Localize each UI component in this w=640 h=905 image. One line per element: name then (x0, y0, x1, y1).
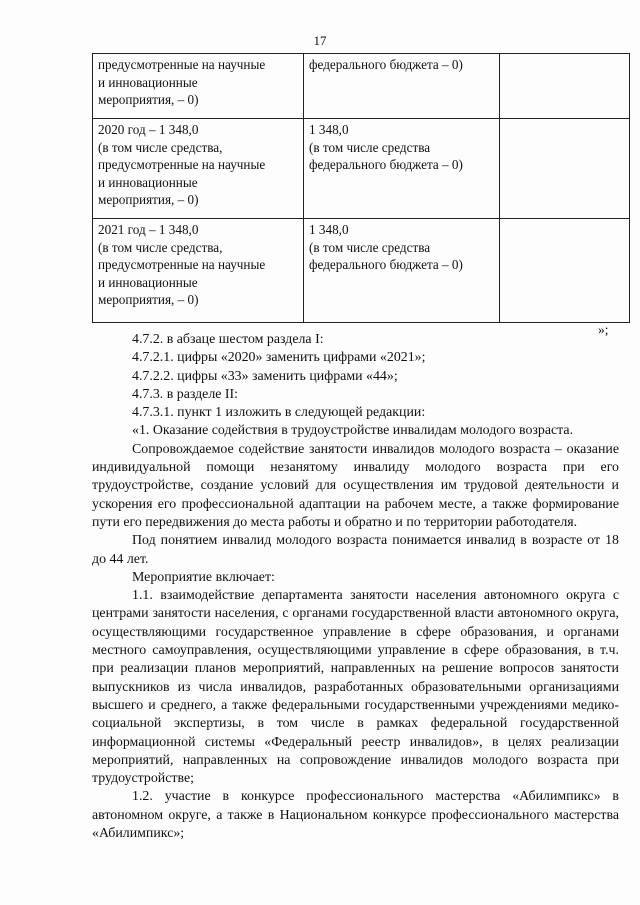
body-text (92, 331, 619, 843)
budget-table (92, 53, 630, 323)
page-number: 17 (313, 33, 327, 48)
cell-line: федерального бюджета – 0) (309, 57, 463, 72)
cell-line: федерального бюджета – 0) (309, 257, 463, 272)
cell-line: предусмотренные на научные (98, 257, 266, 272)
table-cell (304, 54, 500, 119)
cell-line: (в том числе средства, (98, 139, 223, 155)
cell-line: и инновационные (98, 174, 198, 190)
cell-line: 2021 год – 1 348,0 (98, 222, 199, 237)
paragraph: Сопровождаемое содействие занятости инвалидов молодого возраста – оказание индивидуальной помощи незанятому инвалиду молодого возраста при его трудоустройстве, создание условий для осуществления им трудовой деятельности и ускорения его профессиональной адаптации на рабочем месте, а также формирование пути его передвижения до места работы и обратно и по территории работодателя. (92, 441, 619, 530)
paragraph: 4.7.2.2. цифры «33» заменить цифрами «44»; (132, 368, 398, 384)
cell-line: мероприятия, – 0) (98, 292, 199, 307)
table-row (93, 219, 630, 323)
cell-line: (в том числе средства, (98, 239, 223, 255)
paragraph: 1.1. взаимодействие департамента занятости населения автономного округа с центрами занятости населения, с органами государственной власти автономного округа, осуществляющими государственное управление в сфере образования, и органами местного самоуправления, осуществляющими управление в сфере образования, в т.ч. при реализации планов мероприятий, направленных на решение вопросов занятости выпускников из числа инвалидов, разработанных образовательными организациями высшего и среднего, а также федеральными государственными учреждениями медико-социальной экспертизы, в том числе в рамках федеральной государственной информационной системы «Федеральный реестр инвалидов», в целях реализации мероприятий, направленных на сопровождение инвалидов молодого возраста при трудоустройстве; (92, 588, 619, 787)
cell-line: федерального бюджета – 0) (309, 157, 463, 172)
table-cell (93, 54, 304, 119)
cell-line: мероприятия, – 0) (98, 92, 199, 107)
table-cell-empty (500, 219, 630, 323)
cell-line: и инновационные (98, 274, 198, 290)
table-row (93, 119, 630, 219)
paragraph: Мероприятие включает: (132, 569, 275, 585)
table-cell (93, 219, 304, 323)
table-cell (304, 119, 500, 219)
cell-line: 1 348,0 (309, 222, 349, 237)
table-cell (93, 119, 304, 219)
cell-line: (в том числе средства (309, 139, 431, 155)
closing-quote-mark: »; (598, 322, 609, 337)
cell-line: предусмотренные на научные (98, 57, 266, 72)
paragraph: 1.2. участие в конкурсе профессионального мастерства «Абилимпикс» в автономном округе, а также в Национальном конкурсе профессионального мастерства «Абилимпикс»; (92, 789, 619, 842)
paragraph: 4.7.2.1. цифры «2020» заменить цифрами «2021»; (132, 350, 426, 366)
cell-line: и инновационные (98, 74, 198, 90)
paragraph: 4.7.2. в абзаце шестом раздела I: (132, 332, 324, 347)
cell-line: 2020 год – 1 348,0 (98, 122, 199, 137)
cell-line: предусмотренные на научные (98, 157, 266, 172)
paragraph: 4.7.3. в разделе II: (132, 386, 239, 402)
paragraph: 4.7.3.1. пункт 1 изложить в следующей редакции: (132, 405, 426, 421)
table-row (93, 54, 630, 119)
table-cell (304, 219, 500, 323)
paragraph: Под понятием инвалид молодого возраста понимается инвалид в возрасте от 18 до 44 лет. (92, 533, 619, 567)
cell-line: (в том числе средства (309, 239, 431, 255)
table-cell-empty (500, 54, 630, 119)
cell-line: 1 348,0 (309, 122, 349, 137)
cell-line: мероприятия, – 0) (98, 192, 199, 207)
paragraph: «1. Оказание содействия в трудоустройстве инвалидам молодого возраста. (132, 423, 574, 439)
table-cell-empty (500, 119, 630, 219)
